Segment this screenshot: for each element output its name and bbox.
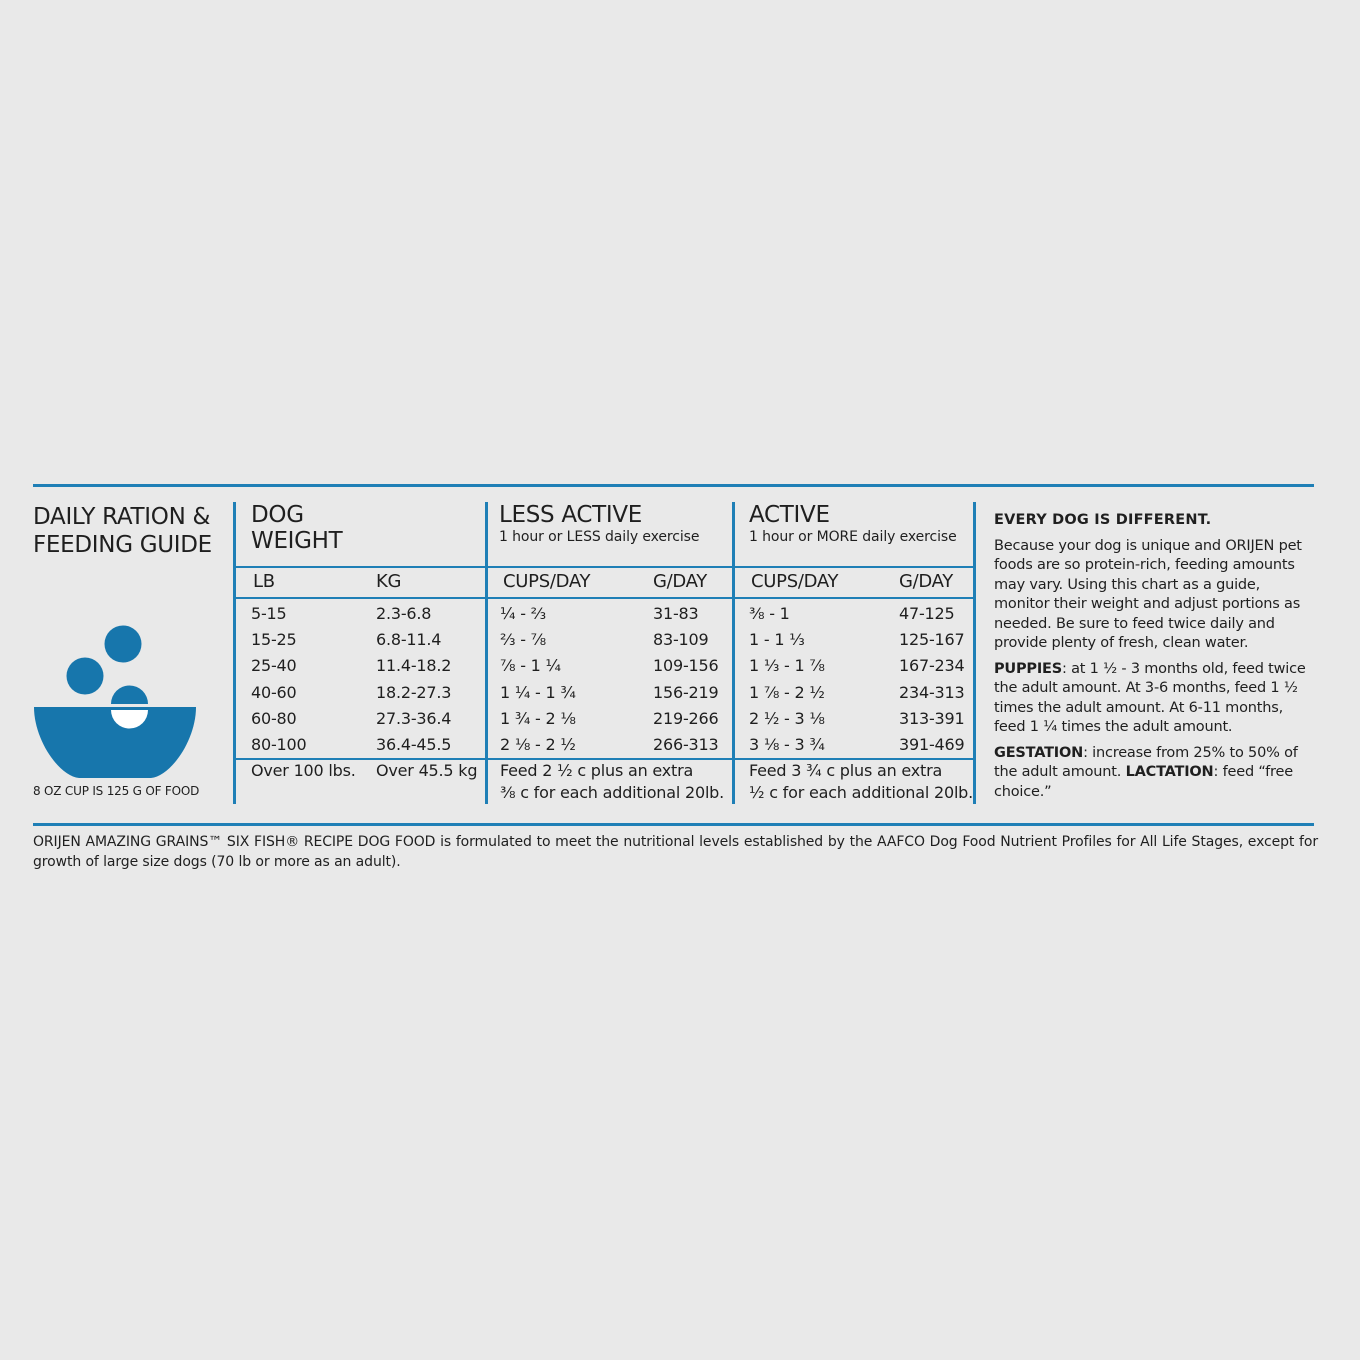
table-cell: 27.3-36.4 — [376, 708, 452, 728]
table-cell: 266-313 — [653, 734, 719, 754]
less-active-heading: LESS ACTIVE — [499, 502, 643, 528]
table-cell: 109-156 — [653, 656, 719, 676]
divider-4 — [973, 502, 976, 804]
table-cell: ⅞ - 1 ¼ — [500, 656, 561, 676]
table-cell: 80-100 — [251, 734, 307, 754]
table-cell: 3 ⅛ - 3 ¾ — [749, 734, 825, 754]
table-cell: 125-167 — [899, 630, 965, 650]
table-cell: 31-83 — [653, 604, 699, 623]
table-rule-header — [236, 566, 973, 568]
table-cell: 1 ⅞ - 2 ½ — [749, 682, 825, 702]
guide-title — [33, 503, 212, 559]
aafco-disclaimer: ORIJEN AMAZING GRAINS™ SIX FISH® RECIPE DOG FOOD is formulated to meet the nutritional levels established by the AAFCO Dog Food Nutrient Profiles for All Life Stages, except for growth of large size dogs (70 lb or more as an adult). — [33, 834, 1318, 870]
table-cell: 5-15 — [251, 604, 287, 623]
table-cell: 2 ½ - 3 ⅛ — [749, 708, 825, 728]
lb-header: LB — [253, 571, 275, 592]
table-cell: 36.4-45.5 — [376, 734, 452, 754]
table-cell: ⅔ - ⅞ — [500, 630, 546, 650]
active-extra: Feed 3 ¾ c plus an extra ½ c for each additional 20lb. — [749, 761, 974, 802]
table-cell: 25-40 — [251, 656, 297, 676]
table-cell: 47-125 — [899, 604, 955, 623]
table-cell: 313-391 — [899, 708, 965, 728]
puppies-note: PUPPIES: at 1 ½ - 3 months old, feed twice the adult amount. At 3-6 months, feed 1 ½ times the adult amount. At 6-11 months, feed 1 ¼ times the adult amount. — [994, 660, 1306, 735]
table-cell: 2.3-6.8 — [376, 604, 432, 623]
less-active-extra: Feed 2 ½ c plus an extra ⅜ c for each additional 20lb. — [500, 761, 725, 802]
table-cell: 1 ¼ - 1 ¾ — [500, 682, 576, 702]
gestation-note: GESTATION: increase from 25% to 50% of the adult amount. LACTATION: feed “free choice.” — [994, 744, 1298, 800]
table-cell: 1 ¾ - 2 ⅛ — [500, 708, 576, 728]
less-active-subheading: 1 hour or LESS daily exercise — [499, 529, 700, 545]
food-bowl-icon — [33, 622, 199, 782]
over-kg: Over 45.5 kg — [376, 761, 478, 780]
table-cell: 6.8-11.4 — [376, 630, 442, 650]
table-cell: 60-80 — [251, 708, 297, 728]
active-subheading: 1 hour or MORE daily exercise — [749, 529, 957, 545]
kg-header: KG — [376, 571, 402, 592]
table-cell: 18.2-27.3 — [376, 682, 452, 702]
table-cell: 1 ⅓ - 1 ⅞ — [749, 656, 825, 676]
bottom-rule — [33, 823, 1314, 826]
table-cell: 2 ⅛ - 2 ½ — [500, 734, 576, 754]
active-g-header: G/DAY — [899, 571, 953, 592]
less-active-cups-values — [500, 601, 576, 758]
table-cell: 234-313 — [899, 682, 965, 702]
table-cell: 83-109 — [653, 630, 709, 650]
every-dog-heading: EVERY DOG IS DIFFERENT. — [994, 512, 1212, 528]
active-g-values — [899, 601, 964, 758]
table-cell: 1 - 1 ⅓ — [749, 630, 805, 650]
table-cell: ¼ - ⅔ — [500, 604, 546, 623]
table-cell: 219-266 — [653, 708, 719, 728]
lb-values — [251, 601, 306, 758]
table-cell: 156-219 — [653, 682, 719, 702]
table-cell: 40-60 — [251, 682, 297, 702]
kg-values — [376, 601, 451, 758]
top-rule — [33, 484, 1314, 487]
active-cups-values — [749, 601, 825, 758]
table-cell: 11.4-18.2 — [376, 656, 452, 676]
every-dog-panel — [994, 511, 1316, 808]
cup-note: 8 OZ CUP IS 125 G OF FOOD — [33, 784, 200, 798]
over-lb: Over 100 lbs. — [251, 761, 356, 780]
less-active-g-values — [653, 601, 718, 758]
guide-title-line1: DAILY RATION & — [33, 504, 211, 530]
dog-weight-heading: DOG WEIGHT — [251, 502, 343, 554]
less-active-cups-header: CUPS/DAY — [503, 571, 591, 592]
guide-title-line2: FEEDING GUIDE — [33, 532, 212, 558]
less-active-g-header: G/DAY — [653, 571, 707, 592]
table-cell: 167-234 — [899, 656, 965, 676]
active-heading: ACTIVE — [749, 502, 830, 528]
active-cups-header: CUPS/DAY — [751, 571, 839, 592]
every-dog-body: Because your dog is unique and ORIJEN pet foods are so protein-rich, feeding amounts may vary. Using this chart as a guide, monitor their weight and adjust portions as needed. Be sure to feed twice daily and provide plenty of fresh, clean water. — [994, 537, 1302, 651]
table-cell: ⅜ - 1 — [749, 604, 790, 623]
table-cell: 391-469 — [899, 734, 965, 754]
table-cell: 15-25 — [251, 630, 297, 650]
table-rule-subheader — [236, 597, 973, 599]
